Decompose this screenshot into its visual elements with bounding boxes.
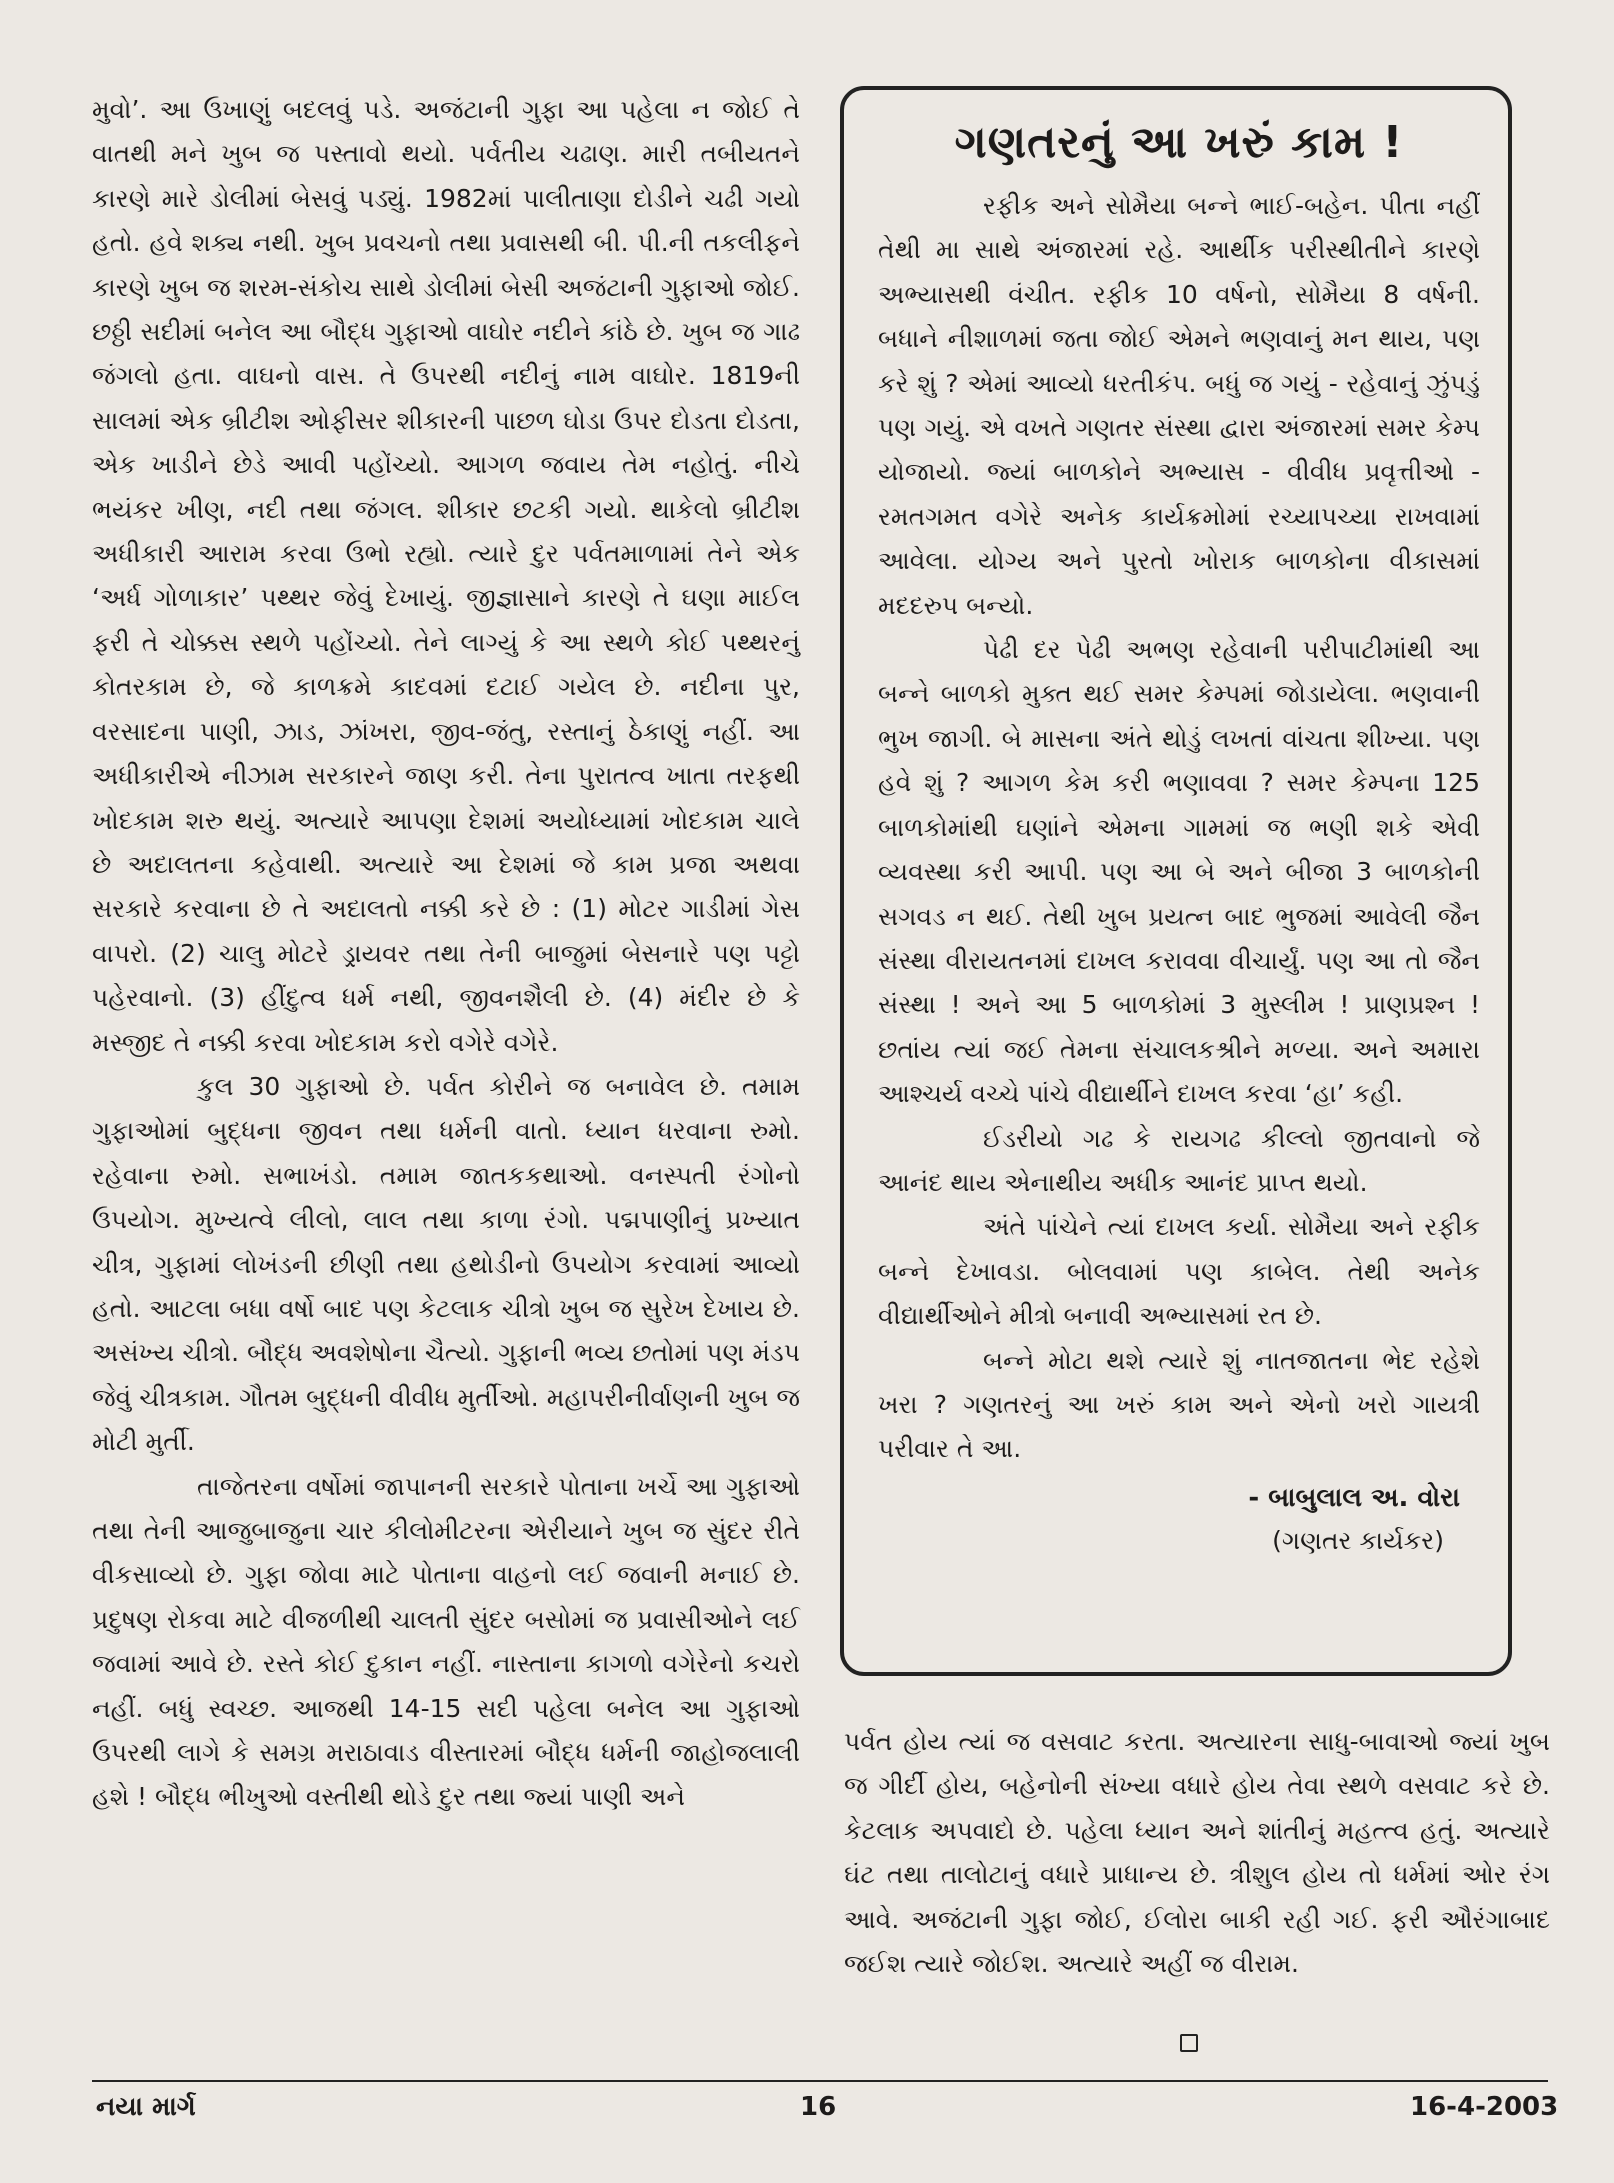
box-signature-role: (ગણતર કાર્યકર) (1272, 1525, 1444, 1555)
box-paragraph-3: ઈડરીયો ગઢ કે રાયગઢ કીલ્લો જીતવાનો જે આનંદ થાય એનાથીય અધીક આનંદ પ્રાપ્ત થયો. (878, 1123, 1480, 1197)
footer-date: 16-4-2003 (1410, 2092, 1559, 2122)
box-paragraph-1: રફીક અને સોમૈયા બન્ને ભાઈ-બહેન. પીતા નહીં તેથી મા સાથે અંજારમાં રહે. આર્થીક પરીસ્થીતીને કારણે અભ્યાસથી વંચીત. રફીક 10 વર્ષનો, સોમૈયા 8 વર્ષની. બધાને નીશાળમાં જતા જોઈ એમને ભણવાનું મન થાય, પણ કરે શું ? એમાં આવ્યો ધરતીકંપ. બધું જ ગયું - રહેવાનું ઝુંપડું પણ ગયું. એ વખતે ગણતર સંસ્થા દ્વારા અંજારમાં સમર કેમ્પ યોજાયો. જ્યાં બાળકોને અભ્યાસ - વીવીધ પ્રવૃત્તીઓ - રમતગમત વગેરે અનેક કાર્યક્રમોમાં રચ્યાપચ્યા રાખવામાં આવેલા. યોગ્ય અને પુરતો ખોરાક બાળકોના વીકાસમાં મદદરુપ બન્યો. (878, 191, 1480, 620)
right-bottom-paragraph: પર્વત હોય ત્યાં જ વસવાટ કરતા. અત્યારના સાધુ-બાવાઓ જ્યાં ખુબ જ ગીર્દી હોય, બહેનોની સંખ્યા વધારે હોય તેવા સ્થળે વસવાટ કરે છે. કેટલાક અપવાદો છે. પહેલા ધ્યાન અને શાંતીનું મહત્ત્વ હતું. અત્યારે ઘંટ તથા તાલોટાનું વધારે પ્રાધાન્ય છે. ત્રીશુલ હોય તો ધર્મમાં ઓર રંગ આવે. અજંટાની ગુફા જોઈ, ઈલોરા બાકી રહી ગઈ. ફરી ઔરંગાબાદ જઈશ ત્યારે જોઈશ. અત્યારે અહીં જ વીરામ. (844, 1727, 1550, 1979)
box-title: ગણતરનું આ ખરું કામ ! (954, 117, 1404, 168)
box-signature: - બાબુલાલ અ. વોરા (1248, 1482, 1460, 1513)
left-column (92, 88, 800, 1820)
box-paragraph-4: અંતે પાંચેને ત્યાં દાખલ કર્યા. સોમૈયા અને રફીક બન્ને દેખાવડા. બોલવામાં પણ કાબેલ. તેથી અનેક વીદ્યાર્થીઓને મીત્રો બનાવી અભ્યાસમાં રત છે. (878, 1212, 1480, 1331)
left-paragraph-1: મુવો’. આ ઉખાણું બદલવું પડે. અજંટાની ગુફા આ પહેલા ન જોઈ તે વાતથી મને ખુબ જ પસ્તાવો થયો. પર્વતીય ચઢાણ. મારી તબીયતને કારણે મારે ડોલીમાં બેસવું પડ્યું. 1982માં પાલીતાણા દોડીને ચઢી ગયો હતો. હવે શક્ય નથી. ખુબ પ્રવચનો તથા પ્રવાસથી બી. પી.ની તકલીફને કારણે ખુબ જ શરમ-સંકોચ સાથે ડોલીમાં બેસી અજંટાની ગુફાઓ જોઈ. છઠ્ઠી સદીમાં બનેલ આ બૌદ્ધ ગુફાઓ વાઘોર નદીને કાંઠે છે. ખુબ જ ગાઢ જંગલો હતા. વાઘનો વાસ. તે ઉપરથી નદીનું નામ વાઘોર. 1819ની સાલમાં એક બ્રીટીશ ઓફીસર શીકારની પાછળ ઘોડા ઉપર દોડતા દોડતા, એક ખાડીને છેડે આવી પહોંચ્યો. આગળ જવાય તેમ નહોતું. નીચે ભયંકર ખીણ, નદી તથા જંગલ. શીકાર છટકી ગયો. થાકેલો બ્રીટીશ અધીકારી આરામ કરવા ઉભો રહ્યો. ત્યારે દુર પર્વતમાળામાં તેને એક ‘અર્ધ ગોળાકાર’ પથ્થર જેવું દેખાયું. જીજ્ઞાસાને કારણે તે ઘણા માઈલ ફરી તે ચોક્કસ સ્થળે પહોંચ્યો. તેને લાગ્યું કે આ સ્થળે કોઈ પથ્થરનું કોતરકામ છે, જે કાળક્રમે કાદવમાં દટાઈ ગયેલ છે. નદીના પુર, વરસાદના પાણી, ઝાડ, ઝાંખરા, જીવ-જંતુ, રસ્તાનું ઠેકાણું નહીં. આ અધીકારીએ નીઝામ સરકારને જાણ કરી. તેના પુરાતત્વ ખાતા તરફથી ખોદકામ શરુ થયું. અત્યારે આપણા દેશમાં અયોધ્યામાં ખોદકામ ચાલે છે અદાલતના કહેવાથી. અત્યારે આ દેશમાં જે કામ પ્રજા અથવા સરકારે કરવાના છે તે અદાલતો નક્કી કરે છે : (1) મોટર ગાડીમાં ગેસ વાપરો. (2) ચાલુ મોટરે ડ્રાયવર તથા તેની બાજુમાં બેસનારે પણ પટ્ટો પહેરવાનો. (3) હીંદુત્વ ધર્મ નથી, જીવનશૈલી છે. (4) મંદીર છે કે મસ્જીદ તે નક્કી કરવા ખોદકામ કરો વગેરે વગેરે. (92, 95, 800, 1057)
sidebar-box (840, 86, 1512, 1676)
footer-divider (92, 2080, 1548, 2082)
footer-page-number: 16 (800, 2092, 837, 2122)
right-bottom-column (844, 1720, 1550, 1986)
end-mark-icon (1180, 2034, 1198, 2052)
left-paragraph-3: તાજેતરના વર્ષોમાં જાપાનની સરકારે પોતાના ખર્ચે આ ગુફાઓ તથા તેની આજુબાજુના ચાર કીલોમીટરના એરીયાને ખુબ જ સુંદર રીતે વીકસાવ્યો છે. ગુફા જોવા માટે પોતાના વાહનો લઈ જવાની મનાઈ છે. પ્રદુષણ રોકવા માટે વીજળીથી ચાલતી સુંદર બસોમાં જ પ્રવાસીઓને લઈ જવામાં આવે છે. રસ્તે કોઈ દુકાન નહીં. નાસ્તાના કાગળો વગેરેનો કચરો નહીં. બધું સ્વચ્છ. આજથી 14-15 સદી પહેલા બનેલ આ ગુફાઓ ઉપરથી લાગે કે સમગ્ર મરાઠાવાડ વીસ્તારમાં બૌદ્ધ ધર્મની જાહોજલાલી હશે ! બૌદ્ધ ભીખુઓ વસ્તીથી થોડે દુર તથા જ્યાં પાણી અને (92, 1471, 800, 1812)
footer-publication: નયા માર્ગ (96, 2092, 196, 2122)
box-paragraph-2: પેઢી દર પેઢી અભણ રહેવાની પરીપાટીમાંથી આ બન્ને બાળકો મુક્ત થઈ સમર કેમ્પમાં જોડાયેલા. ભણવાની ભુખ જાગી. બે માસના અંતે થોડું લખતાં વાંચતા શીખ્યા. પણ હવે શું ? આગળ કેમ કરી ભણાવવા ? સમર કેમ્પના 125 બાળકોમાંથી ઘણાંને એમના ગામમાં જ ભણી શકે એવી વ્યવસ્થા કરી આપી. પણ આ બે અને બીજા 3 બાળકોની સગવડ ન થઈ. તેથી ખુબ પ્રયત્ન બાદ ભુજમાં આવેલી જૈન સંસ્થા વીરાયતનમાં દાખલ કરાવવા વીચાર્યું. પણ આ તો જૈન સંસ્થા ! અને આ 5 બાળકોમાં 3 મુસ્લીમ ! પ્રાણપ્રશ્ન ! છતાંય ત્યાં જઈ તેમના સંચાલકશ્રીને મળ્યા. અને અમારા આશ્ચર્ય વચ્ચે પાંચે વીદ્યાર્થીને દાખલ કરવા ‘હા’ કહી. (878, 635, 1480, 1109)
box-body (878, 184, 1480, 1472)
box-paragraph-5: બન્ને મોટા થશે ત્યારે શું નાતજાતના ભેદ રહેશે ખરા ? ગણતરનું આ ખરું કામ અને એનો ખરો ગાયત્રી પરીવાર તે આ. (878, 1345, 1480, 1464)
left-paragraph-2: કુલ 30 ગુફાઓ છે. પર્વત કોરીને જ બનાવેલ છે. તમામ ગુફાઓમાં બુદ્ધના જીવન તથા ધર્મની વાતો. ધ્યાન ધરવાના રુમો. રહેવાના રુમો. સભાખંડો. તમામ જાતકકથાઓ. વનસ્પતી રંગોનો ઉપયોગ. મુખ્યત્વે લીલો, લાલ તથા કાળા રંગો. પદ્મપાણીનું પ્રખ્યાત ચીત્ર, ગુફામાં લોખંડની છીણી તથા હથોડીનો ઉપયોગ કરવામાં આવ્યો હતો. આટલા બધા વર્ષો બાદ પણ કેટલાક ચીત્રો ખુબ જ સુરેખ દેખાય છે. અસંખ્ય ચીત્રો. બૌદ્ધ અવશેષોના ચૈત્યો. ગુફાની ભવ્ય છતોમાં પણ મંડપ જેવું ચીત્રકામ. ગૌતમ બુદ્ધની વીવીધ મુર્તીઓ. મહાપરીનીર્વાણની ખુબ જ મોટી મુર્તી. (92, 1071, 800, 1457)
